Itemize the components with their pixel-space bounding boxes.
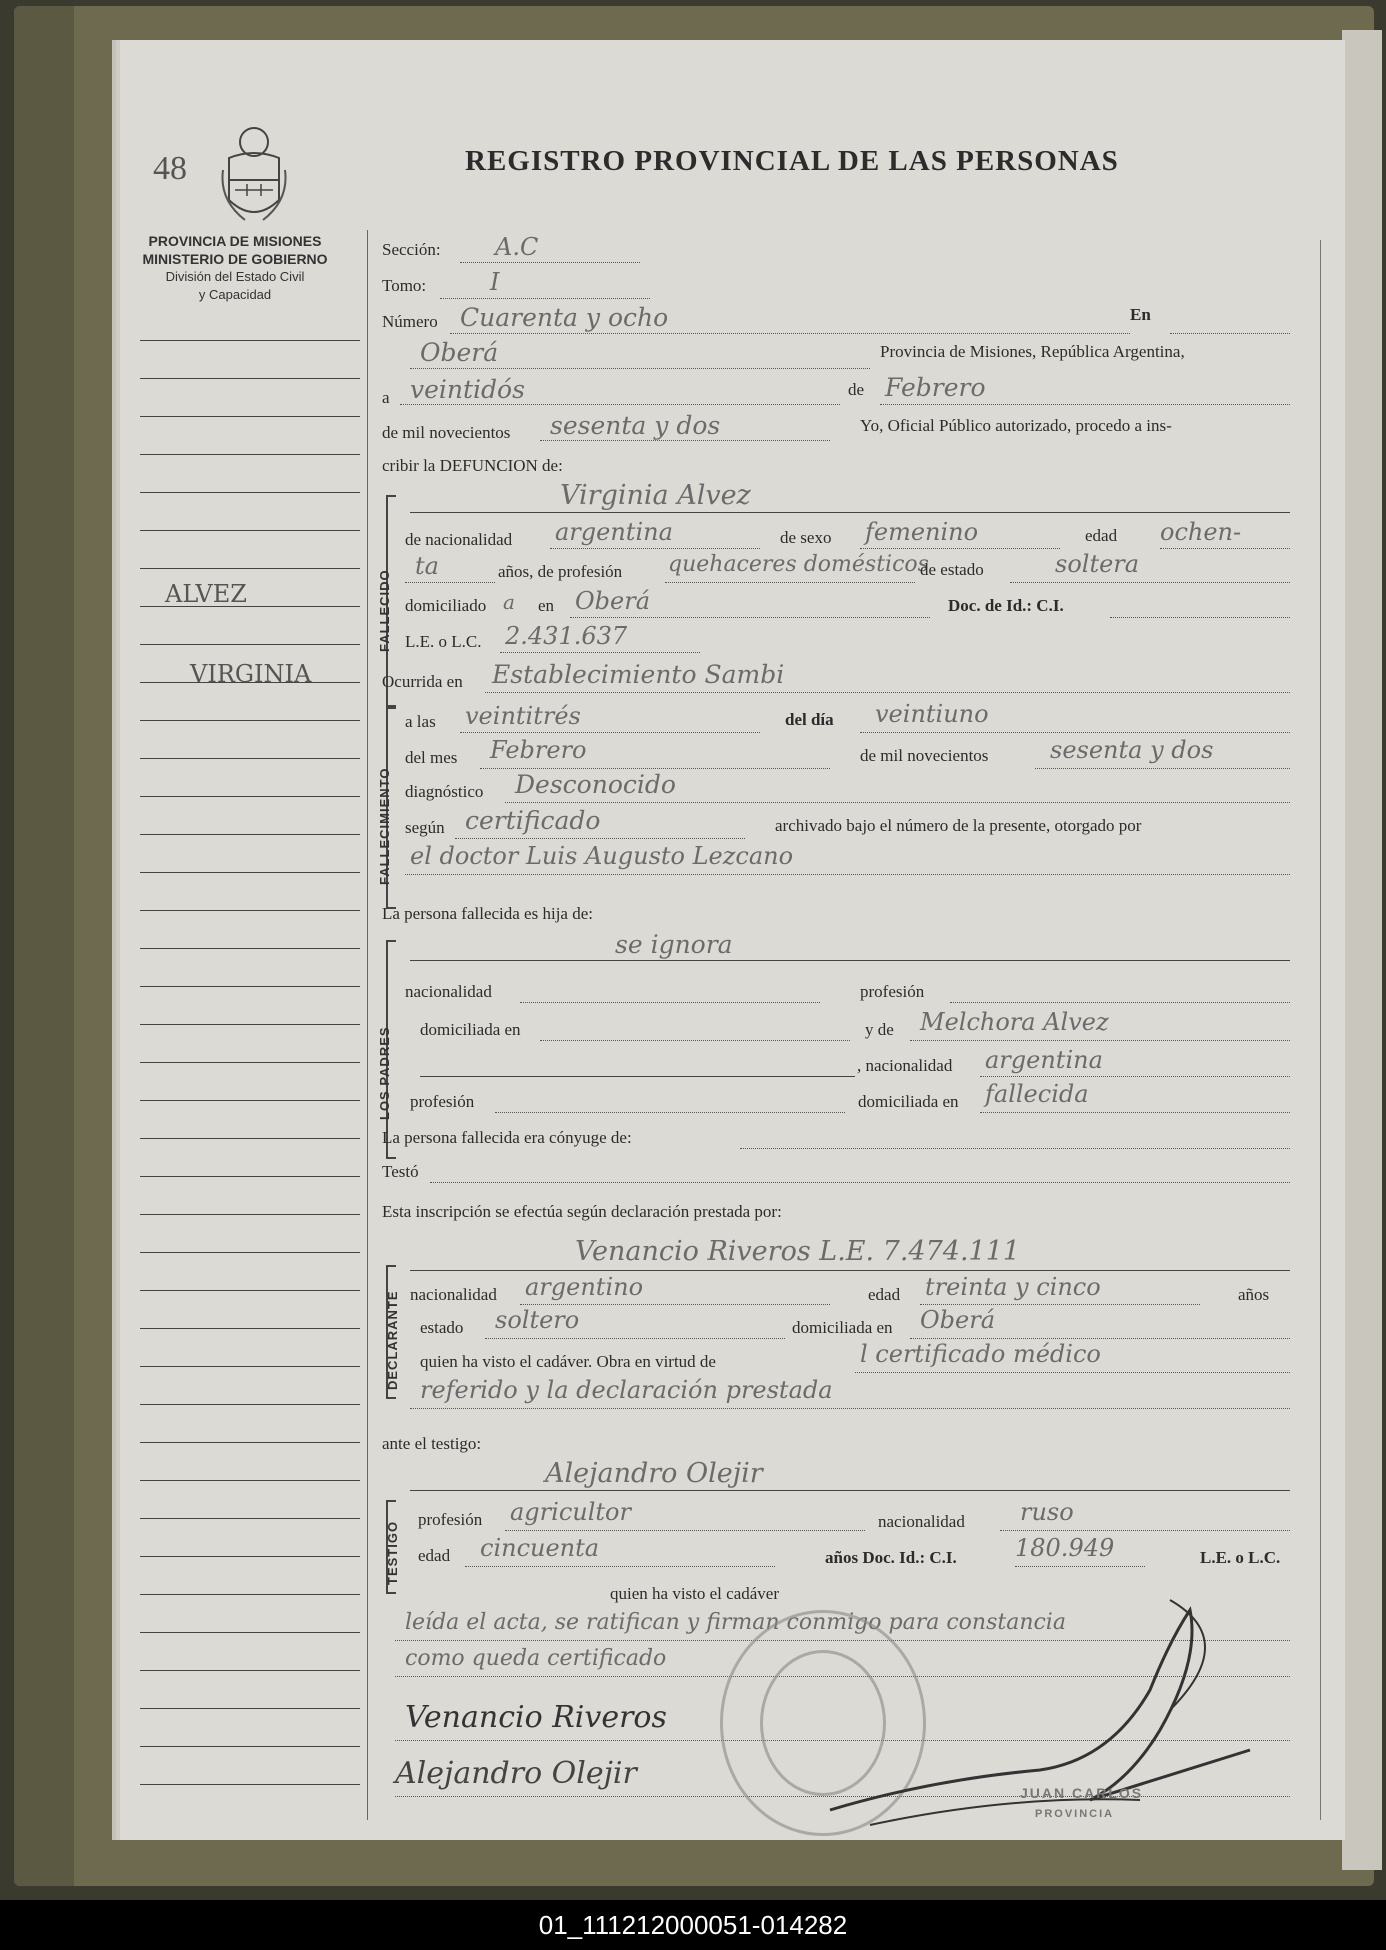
- domicilio-value: Oberá: [575, 587, 651, 615]
- test-edad-label: edad: [418, 1546, 451, 1565]
- profesion-value: quehaceres domésticos: [668, 552, 929, 577]
- year-prefix: de mil novecientos: [382, 423, 511, 442]
- official-stamp-name: JUAN CARLOS: [1020, 1785, 1144, 1801]
- page-right-rule: [1320, 240, 1321, 1820]
- y-de-label: y de: [865, 1020, 894, 1039]
- padre-value: se ignora: [615, 930, 733, 959]
- dec-domicilio-value: Oberá: [920, 1306, 996, 1334]
- tomo-value: I: [490, 268, 500, 296]
- official-signature: [810, 1580, 1280, 1840]
- testigo-side-label: TESTIGO: [385, 1520, 400, 1585]
- declarante-side-label: DECLARANTE: [385, 1290, 400, 1390]
- test-ci-value: 180.949: [1015, 1534, 1115, 1562]
- madre-value: Melchora Alvez: [920, 1008, 1109, 1036]
- dec-edad-label: edad: [868, 1285, 901, 1304]
- cadaver-text: quien ha visto el cadáver. Obra en virtud de: [420, 1352, 716, 1371]
- le-label: L.E. o L.C.: [405, 632, 482, 651]
- ocurrida-value: Establecimiento Sambi: [492, 660, 785, 689]
- diagnostico-label: diagnóstico: [405, 782, 484, 801]
- margin-given-name: VIRGINIA: [190, 660, 312, 688]
- ministry-line-4: y Capacidad: [198, 287, 272, 302]
- de-label: de: [848, 380, 865, 399]
- anos-profesion-label: años, de profesión: [498, 562, 623, 581]
- a-label: a: [382, 388, 390, 407]
- declaracion-label: Esta inscripción se efectúa según declaración prestada por:: [382, 1202, 782, 1221]
- hora-value: veintitrés: [465, 702, 581, 730]
- image-id-caption: 01_111212000051-014282: [0, 1900, 1386, 1950]
- test-edad-value: cincuenta: [480, 1534, 600, 1562]
- anio-value: sesenta y dos: [1050, 736, 1214, 764]
- mes-value: Febrero: [490, 736, 587, 764]
- estado-label: de estado: [920, 560, 984, 579]
- padres-nacionalidad-label: nacionalidad: [405, 982, 492, 1001]
- sexo-value: femenino: [865, 518, 979, 546]
- margin-surname: ALVEZ: [165, 580, 247, 608]
- del-dia-label: del día: [785, 710, 834, 729]
- edad-value-continued: ta: [415, 552, 439, 580]
- fallecido-side-label: FALLECIDO: [377, 569, 392, 652]
- obra-value: l certificado médico: [860, 1340, 1101, 1368]
- official-text: Yo, Oficial Público autorizado, procedo a ins-: [860, 416, 1172, 435]
- nacionalidad-label: de nacionalidad: [405, 530, 513, 549]
- madre-nacionalidad-label: , nacionalidad: [857, 1056, 953, 1075]
- dec-nacionalidad-value: argentino: [525, 1273, 644, 1301]
- madre-nacionalidad-value: argentina: [985, 1046, 1103, 1074]
- en-label: En: [1130, 305, 1151, 324]
- madre-domicilio-value: fallecida: [985, 1080, 1089, 1108]
- closing-text: leída el acta, se ratifican y firman conmigo para constancia: [405, 1610, 1066, 1635]
- ministry-line-3: División del Estado Civil: [165, 269, 305, 284]
- numero-label: Número: [382, 312, 438, 331]
- mil-novecientos-label: de mil novecientos: [860, 746, 989, 765]
- closing-text-continued: como queda certificado: [405, 1646, 667, 1671]
- register-page: [120, 40, 1345, 1840]
- sexo-label: de sexo: [780, 528, 832, 547]
- year-value: sesenta y dos: [550, 411, 721, 440]
- edad-label: edad: [1085, 526, 1118, 545]
- dec-estado-label: estado: [420, 1318, 464, 1337]
- seccion-label: Sección:: [382, 240, 441, 259]
- domiciliado-suffix: a: [503, 590, 515, 614]
- ocurrida-label: Ocurrida en: [382, 672, 463, 691]
- madre-profesion-label: profesión: [410, 1092, 475, 1111]
- inscribir-text: cribir la DEFUNCION de:: [382, 456, 563, 475]
- ministry-block: [135, 232, 335, 304]
- page-edge: [1342, 30, 1382, 1870]
- place-value: Oberá: [420, 338, 499, 367]
- ministry-line-2: MINISTERIO DE GOBIERNO: [142, 251, 328, 267]
- numero-value: Cuarenta y ocho: [460, 303, 669, 332]
- page-title: REGISTRO PROVINCIAL DE LAS PERSONAS: [465, 145, 1119, 177]
- signature-testigo: Alejandro Olejir: [395, 1756, 637, 1791]
- le-value: 2.431.637: [505, 622, 628, 650]
- test-anos-doc-label: años Doc. Id.: C.I.: [825, 1548, 957, 1567]
- hija-label: La persona fallecida es hija de:: [382, 904, 593, 923]
- doc-label: Doc. de Id.: C.I.: [948, 596, 1064, 615]
- dec-nacionalidad-label: nacionalidad: [410, 1285, 497, 1304]
- deceased-name: Virginia Alvez: [560, 480, 751, 511]
- testigo-label: ante el testigo:: [382, 1434, 482, 1453]
- test-nacionalidad-value: ruso: [1020, 1498, 1074, 1526]
- conyuge-label: La persona fallecida era cónyuge de:: [382, 1128, 632, 1147]
- coat-of-arms-icon: [215, 120, 293, 230]
- dec-estado-value: soltero: [495, 1306, 580, 1334]
- testo-label: Testó: [382, 1162, 419, 1181]
- edad-value: ochen-: [1160, 518, 1242, 546]
- month-value: Febrero: [885, 373, 986, 402]
- official-stamp-province: PROVINCIA: [1035, 1808, 1115, 1820]
- seccion-value: A.C: [495, 233, 539, 261]
- column-divider: [367, 230, 368, 1820]
- fallecimiento-side-label: FALLECIMIENTO: [377, 767, 392, 885]
- en-label-2: en: [538, 596, 555, 615]
- test-le-label: L.E. o L.C.: [1200, 1548, 1281, 1567]
- declarante-name: Venancio Riveros L.E. 7.474.111: [575, 1236, 1021, 1267]
- padres-side-label: LOS PADRES: [377, 1026, 392, 1120]
- test-nacionalidad-label: nacionalidad: [878, 1512, 965, 1531]
- segun-value: certificado: [465, 806, 601, 835]
- province-text: Provincia de Misiones, República Argentina,: [880, 342, 1185, 361]
- del-mes-label: del mes: [405, 748, 458, 767]
- test-cadaver-text: quien ha visto el cadáver: [610, 1584, 779, 1603]
- a-las-label: a las: [405, 712, 436, 731]
- estado-value: soltera: [1055, 550, 1140, 578]
- ministry-line-1: PROVINCIA DE MISIONES: [148, 233, 322, 249]
- padres-domiciliada-label: domiciliada en: [420, 1020, 521, 1039]
- page-number: 48: [153, 150, 187, 187]
- book-spine: [14, 6, 74, 1886]
- tomo-label: Tomo:: [382, 276, 427, 295]
- dec-domiciliada-label: domiciliada en: [792, 1318, 893, 1337]
- dec-anos-label: años: [1238, 1285, 1270, 1304]
- nacionalidad-value: argentina: [555, 518, 673, 546]
- padres-profesion-label: profesión: [860, 982, 925, 1001]
- segun-label: según: [405, 818, 445, 837]
- obra-value-continued: referido y la declaración prestada: [420, 1376, 833, 1404]
- dia-value: veintiuno: [875, 700, 989, 728]
- test-profesion-value: agricultor: [510, 1498, 631, 1526]
- domiciliado-label: domiciliado: [405, 596, 487, 615]
- signature-declarante: Venancio Riveros: [405, 1700, 667, 1735]
- madre-domiciliada-label: domiciliada en: [858, 1092, 959, 1111]
- testigo-name: Alejandro Olejir: [545, 1458, 763, 1489]
- doctor-value: el doctor Luis Augusto Lezcano: [410, 842, 794, 870]
- test-profesion-label: profesión: [418, 1510, 483, 1529]
- archivado-text: archivado bajo el número de la presente, otorgado por: [775, 816, 1142, 835]
- dec-edad-value: treinta y cinco: [925, 1273, 1101, 1301]
- day-value: veintidós: [410, 375, 525, 404]
- diagnostico-value: Desconocido: [515, 770, 676, 799]
